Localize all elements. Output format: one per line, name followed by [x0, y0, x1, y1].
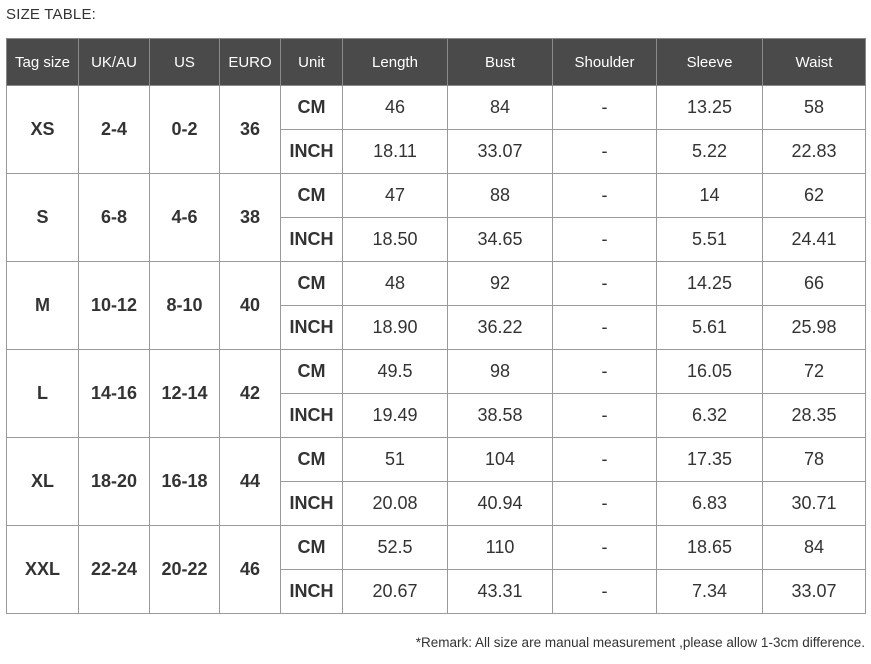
shoulder-cell: - — [553, 350, 657, 394]
unit-cell: CM — [281, 526, 343, 570]
uk-au-cell: 6-8 — [79, 174, 150, 262]
bust-cell: 84 — [448, 86, 553, 130]
length-cell: 46 — [343, 86, 448, 130]
sleeve-cell: 18.65 — [657, 526, 763, 570]
shoulder-cell: - — [553, 218, 657, 262]
length-cell: 20.08 — [343, 482, 448, 526]
table-row — [7, 526, 866, 570]
bust-cell: 104 — [448, 438, 553, 482]
uk-au-cell: 14-16 — [79, 350, 150, 438]
unit-cell: CM — [281, 86, 343, 130]
waist-cell: 78 — [763, 438, 866, 482]
tag-size-cell: XXL — [7, 526, 79, 614]
euro-cell: 36 — [220, 86, 281, 174]
unit-cell: INCH — [281, 482, 343, 526]
length-cell: 18.90 — [343, 306, 448, 350]
euro-cell: 44 — [220, 438, 281, 526]
header-waist: Waist — [763, 39, 866, 86]
unit-cell: CM — [281, 350, 343, 394]
sleeve-cell: 13.25 — [657, 86, 763, 130]
length-cell: 52.5 — [343, 526, 448, 570]
table-row — [7, 350, 866, 394]
bust-cell: 36.22 — [448, 306, 553, 350]
length-cell: 18.50 — [343, 218, 448, 262]
header-uk-au: UK/AU — [79, 39, 150, 86]
length-cell: 19.49 — [343, 394, 448, 438]
shoulder-cell: - — [553, 394, 657, 438]
sleeve-cell: 6.32 — [657, 394, 763, 438]
unit-cell: CM — [281, 174, 343, 218]
us-cell: 8-10 — [150, 262, 220, 350]
length-cell: 49.5 — [343, 350, 448, 394]
unit-cell: INCH — [281, 394, 343, 438]
sleeve-cell: 14.25 — [657, 262, 763, 306]
shoulder-cell: - — [553, 262, 657, 306]
header-unit: Unit — [281, 39, 343, 86]
shoulder-cell: - — [553, 86, 657, 130]
table-row — [7, 438, 866, 482]
table-row — [7, 174, 866, 218]
header-tag-size: Tag size — [7, 39, 79, 86]
euro-cell: 38 — [220, 174, 281, 262]
bust-cell: 110 — [448, 526, 553, 570]
header-bust: Bust — [448, 39, 553, 86]
sleeve-cell: 5.61 — [657, 306, 763, 350]
waist-cell: 28.35 — [763, 394, 866, 438]
tag-size-cell: XS — [7, 86, 79, 174]
shoulder-cell: - — [553, 438, 657, 482]
bust-cell: 88 — [448, 174, 553, 218]
header-shoulder: Shoulder — [553, 39, 657, 86]
header-row — [7, 39, 866, 86]
page-title: SIZE TABLE: — [6, 6, 97, 23]
waist-cell: 84 — [763, 526, 866, 570]
sleeve-cell: 14 — [657, 174, 763, 218]
bust-cell: 40.94 — [448, 482, 553, 526]
us-cell: 4-6 — [150, 174, 220, 262]
unit-cell: INCH — [281, 570, 343, 614]
uk-au-cell: 10-12 — [79, 262, 150, 350]
waist-cell: 22.83 — [763, 130, 866, 174]
unit-cell: CM — [281, 262, 343, 306]
uk-au-cell: 22-24 — [79, 526, 150, 614]
bust-cell: 98 — [448, 350, 553, 394]
tag-size-cell: S — [7, 174, 79, 262]
euro-cell: 40 — [220, 262, 281, 350]
us-cell: 12-14 — [150, 350, 220, 438]
waist-cell: 25.98 — [763, 306, 866, 350]
uk-au-cell: 2-4 — [79, 86, 150, 174]
header-euro: EURO — [220, 39, 281, 86]
sleeve-cell: 16.05 — [657, 350, 763, 394]
size-table — [6, 38, 866, 614]
uk-au-cell: 18-20 — [79, 438, 150, 526]
header-us: US — [150, 39, 220, 86]
shoulder-cell: - — [553, 130, 657, 174]
bust-cell: 33.07 — [448, 130, 553, 174]
euro-cell: 42 — [220, 350, 281, 438]
unit-cell: CM — [281, 438, 343, 482]
waist-cell: 62 — [763, 174, 866, 218]
length-cell: 47 — [343, 174, 448, 218]
sleeve-cell: 6.83 — [657, 482, 763, 526]
shoulder-cell: - — [553, 570, 657, 614]
remark-note: *Remark: All size are manual measurement ,please allow 1-3cm difference. — [415, 635, 865, 650]
shoulder-cell: - — [553, 174, 657, 218]
shoulder-cell: - — [553, 482, 657, 526]
us-cell: 20-22 — [150, 526, 220, 614]
us-cell: 0-2 — [150, 86, 220, 174]
sleeve-cell: 7.34 — [657, 570, 763, 614]
header-length: Length — [343, 39, 448, 86]
tag-size-cell: L — [7, 350, 79, 438]
waist-cell: 58 — [763, 86, 866, 130]
table-row — [7, 86, 866, 130]
tag-size-cell: XL — [7, 438, 79, 526]
waist-cell: 33.07 — [763, 570, 866, 614]
length-cell: 48 — [343, 262, 448, 306]
waist-cell: 30.71 — [763, 482, 866, 526]
shoulder-cell: - — [553, 526, 657, 570]
unit-cell: INCH — [281, 306, 343, 350]
us-cell: 16-18 — [150, 438, 220, 526]
waist-cell: 24.41 — [763, 218, 866, 262]
sleeve-cell: 5.22 — [657, 130, 763, 174]
euro-cell: 46 — [220, 526, 281, 614]
unit-cell: INCH — [281, 130, 343, 174]
header-sleeve: Sleeve — [657, 39, 763, 86]
shoulder-cell: - — [553, 306, 657, 350]
waist-cell: 66 — [763, 262, 866, 306]
sleeve-cell: 5.51 — [657, 218, 763, 262]
bust-cell: 43.31 — [448, 570, 553, 614]
sleeve-cell: 17.35 — [657, 438, 763, 482]
unit-cell: INCH — [281, 218, 343, 262]
bust-cell: 38.58 — [448, 394, 553, 438]
table-row — [7, 262, 866, 306]
length-cell: 20.67 — [343, 570, 448, 614]
waist-cell: 72 — [763, 350, 866, 394]
length-cell: 18.11 — [343, 130, 448, 174]
bust-cell: 34.65 — [448, 218, 553, 262]
length-cell: 51 — [343, 438, 448, 482]
bust-cell: 92 — [448, 262, 553, 306]
tag-size-cell: M — [7, 262, 79, 350]
